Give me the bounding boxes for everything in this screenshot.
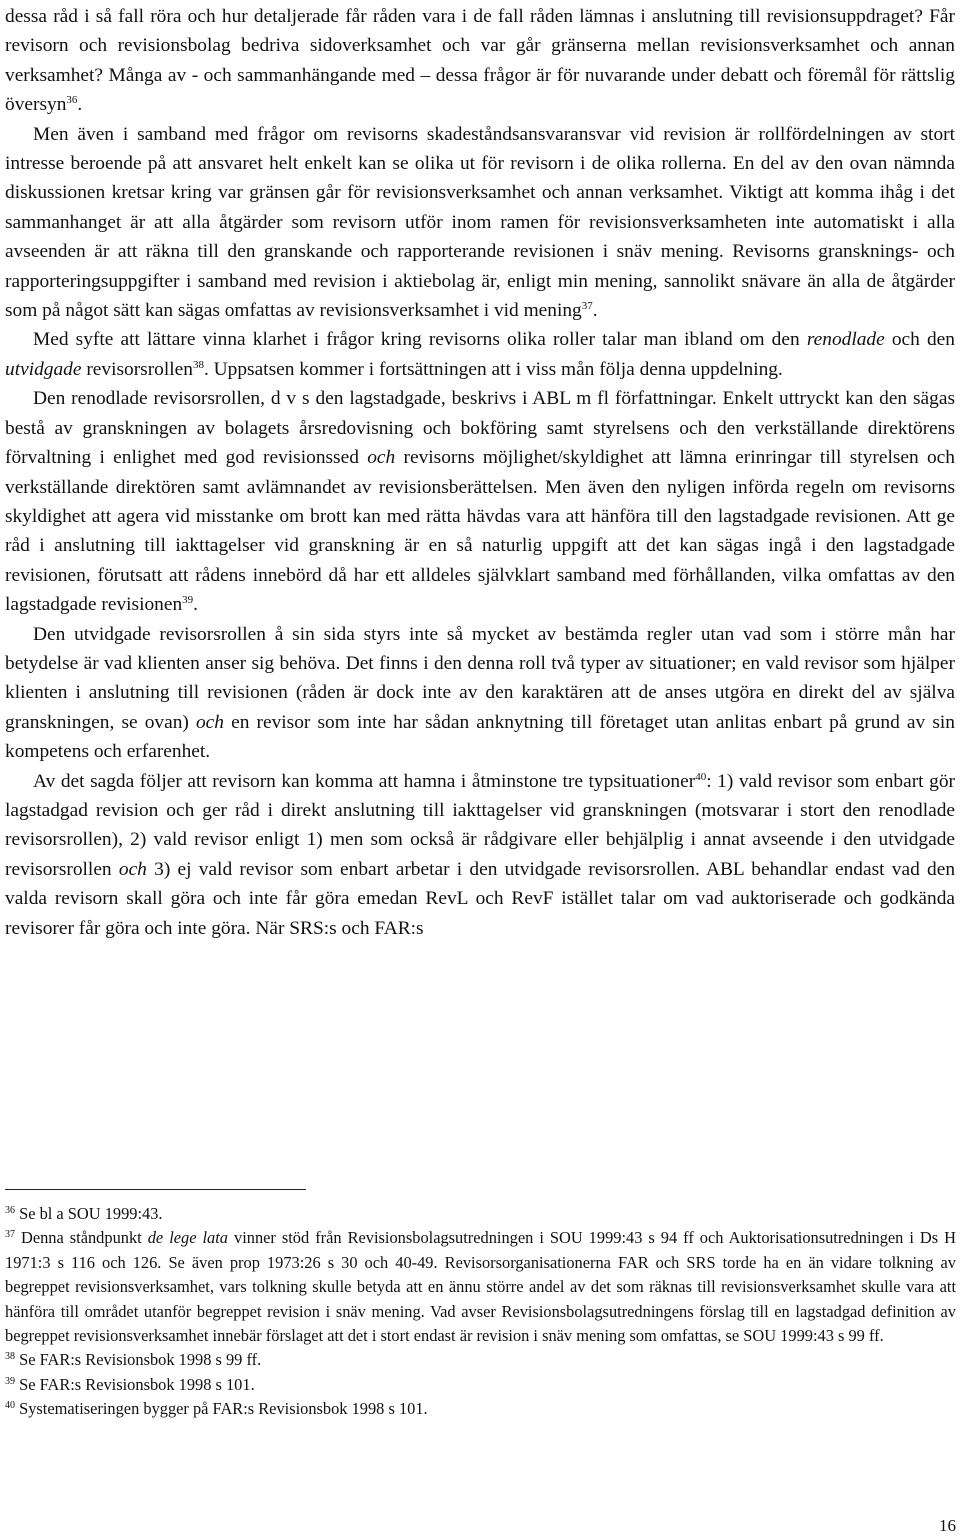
- text-run: : 1) vald revisor som enbart gör lagstadgad revision och ger råd i direkt anslutning till iakttagelser vid granskningen (motsvarar i stort den renodlade revisorsrollen), 2) vald revisor enligt 1) men som också är rådgivare eller behjälplig i annat avseende i den utvidgade revisorsrollen: [5, 770, 955, 880]
- footnote-reference: 37: [581, 300, 593, 313]
- text-run: Se bl a SOU 1999:43.: [15, 1204, 163, 1223]
- text-run: Men även i samband med frågor om revisorns skadeståndsansvaransvar vid revision är rollfördelningen av stort intresse beroende på att ansvaret helt enkelt kan se olika ut för revisorn i de olika rollerna. En del av den ovan nämnda diskussionen kretsar kring var gränsen går för revisionsverksamhet och annan verksamhet. Viktigt att komma ihåg i det sammanhanget är att alla åtgärder som revisorn utför inom ramen för revisionsverksamheten inte automatiskt i alla avseenden är att räkna till den granskande och rapporterande revisionen i snäv mening. Revisorns gransknings- och rapporteringsuppgifter i samband med revision i aktiebolag är, enligt min mening, sannolikt snävare än alla de åtgärder som på något sätt kan sägas omfattas av revisionsverksamhet i vid mening: [5, 123, 955, 322]
- footnote-reference: 38: [5, 1351, 15, 1363]
- footnote-fn40: [5, 1397, 956, 1421]
- footnote-reference: 39: [5, 1375, 15, 1387]
- text-run: .: [77, 94, 83, 116]
- text-run: revisorns möjlighet/skyldighet att lämna erinringar till styrelsen och verkställande direktören samt avlämnandet av revisionsberättelsen. Men även den nyligen införda regeln om revisorns skyldighet att agera vid misstanke om brott kan med rätta hävdas vara att hänföra till den lagstadgade revisionen. Att ge råd i anslutning till iakttagelser vid granskning är en så naturlig uppgift att det kan sägas ingå i den lagstadgade revisionen, förutsatt att rådens innebörd då har ett alldeles självklart samband med förhållanden, vilka omfattas av den lagstadgade revisionen: [5, 447, 955, 616]
- paragraph-p4: [5, 620, 955, 767]
- footnote-reference: 38: [192, 358, 204, 371]
- text-run: Systematiseringen bygger på FAR:s Revisionsbok 1998 s 101.: [15, 1399, 428, 1419]
- emphasized-text: utvidgade: [5, 358, 82, 380]
- text-run: Med syfte att lättare vinna klarhet i frågor kring revisorns olika roller talar man ibland om den: [33, 329, 807, 351]
- text-run: Av det sagda följer att revisorn kan komma att hamna i åtminstone tre typsituationer: [33, 770, 696, 792]
- footnote-reference: 40: [5, 1400, 15, 1412]
- emphasized-text: och: [195, 711, 224, 733]
- text-run: och den: [884, 329, 955, 351]
- body-text: [5, 2, 955, 943]
- text-run: revisorsrollen: [81, 358, 193, 380]
- paragraph-p2: [5, 325, 955, 384]
- text-run: Se FAR:s Revisionsbok 1998 s 99 ff.: [15, 1350, 262, 1370]
- footnote-reference: 37: [5, 1229, 15, 1241]
- footnote-reference: 39: [182, 594, 194, 607]
- page-number: 16: [939, 1516, 956, 1535]
- footnote-separator: [5, 1189, 306, 1190]
- text-run: . Uppsatsen kommer i fortsättningen att i viss mån följa denna uppdelning.: [203, 358, 783, 380]
- text-run: 3) ej vald revisor som enbart arbetar i den utvidgade revisorsrollen. ABL behandlar endast vad den valda revisorn skall göra och inte får göra emedan RevL och RevF istället talar om vad auktoriserade och godkända revisorer får göra och inte göra. När SRS:s och FAR:s: [5, 858, 956, 939]
- text-run: en revisor som inte har sådan anknytning till företaget utan anlitas enbart på grund av sin kompetens och erfarenhet.: [5, 711, 955, 763]
- emphasized-text: och: [367, 447, 396, 469]
- footnotes: [5, 1202, 956, 1422]
- footnote-reference: 40: [695, 770, 707, 783]
- footnote-fn39: [5, 1373, 956, 1397]
- footnote-reference: 36: [5, 1205, 15, 1216]
- footnote-fn36: [5, 1202, 956, 1226]
- text-run: .: [193, 594, 199, 616]
- text-run: vinner stöd från Revisionsbolagsutredningen i SOU 1999:43 s 94 ff och Auktorisationsutredningen i Ds H 1971:3 s 116 och 126. Se även prop 1973:26 s 30 och 40-49. Revisorsorganisationerna FAR och SRS torde ha en än vidare tolkning av begreppet revisionsverksamhet, vars tolkning skulle betyda att en ännu större andel av det som räknas till revisionsverksamhet skulle vara att hänföra till området utanför begreppet revision i snäv mening. Vad avser Revisionsbolagsutredningens förslag till en lagstadgad definition av begreppet revisionsverksamhet innebär förslaget att det i stort endast är revision i snäv mening som omfattas, se SOU 1999:43 s 99 ff.: [5, 1228, 956, 1346]
- text-run: dessa råd i så fall röra och hur detaljerade får råden vara i de fall råden lämnas i anslutning till revisionsuppdraget? Får revisorn och revisionsbolag bedriva sidoverksamhet och var går gränserna mellan revisionsverksamhet och annan verksamhet? Många av - och sammanhängande med – dessa frågor är för nuvarande under debatt och föremål för rättslig översyn: [5, 6, 955, 116]
- footnote-fn38: [5, 1348, 956, 1372]
- paragraph-p0: [5, 2, 955, 120]
- text-run: Denna ståndpunkt: [15, 1228, 148, 1248]
- paragraph-p5: [5, 767, 955, 943]
- paragraph-p1: [5, 120, 955, 326]
- footnote-reference: 36: [66, 94, 78, 107]
- text-run: Den renodlade revisorsrollen, d v s den lagstadgade, beskrivs i ABL m fl författningar. Enkelt uttryckt kan den sägas bestå av granskningen av bolagets årsredovisning och bokföring samt styrelsens och den verkställande direktörens förvaltning i enlighet med god revisionssed: [5, 388, 955, 469]
- text-run: Se FAR:s Revisionsbok 1998 s 101.: [15, 1374, 255, 1394]
- text-run: Den utvidgade revisorsrollen å sin sida styrs inte så mycket av bestämda regler utan vad som i större mån har betydelse är vad klienten anser sig behöva. Det finns i den denna roll två typer av situationer; en vald revisor som hjälper klienten i anslutning till revisionen (råden är dock inte av den karaktären att de anses utgöra en direkt del av själva granskningen, se ovan): [5, 623, 955, 733]
- emphasized-text: och: [118, 858, 147, 880]
- text-run: .: [592, 300, 598, 322]
- footnote-fn37: [5, 1226, 956, 1348]
- emphasized-text: renodlade: [806, 329, 885, 351]
- emphasized-text: de lege lata: [147, 1228, 228, 1248]
- paragraph-p3: [5, 384, 955, 619]
